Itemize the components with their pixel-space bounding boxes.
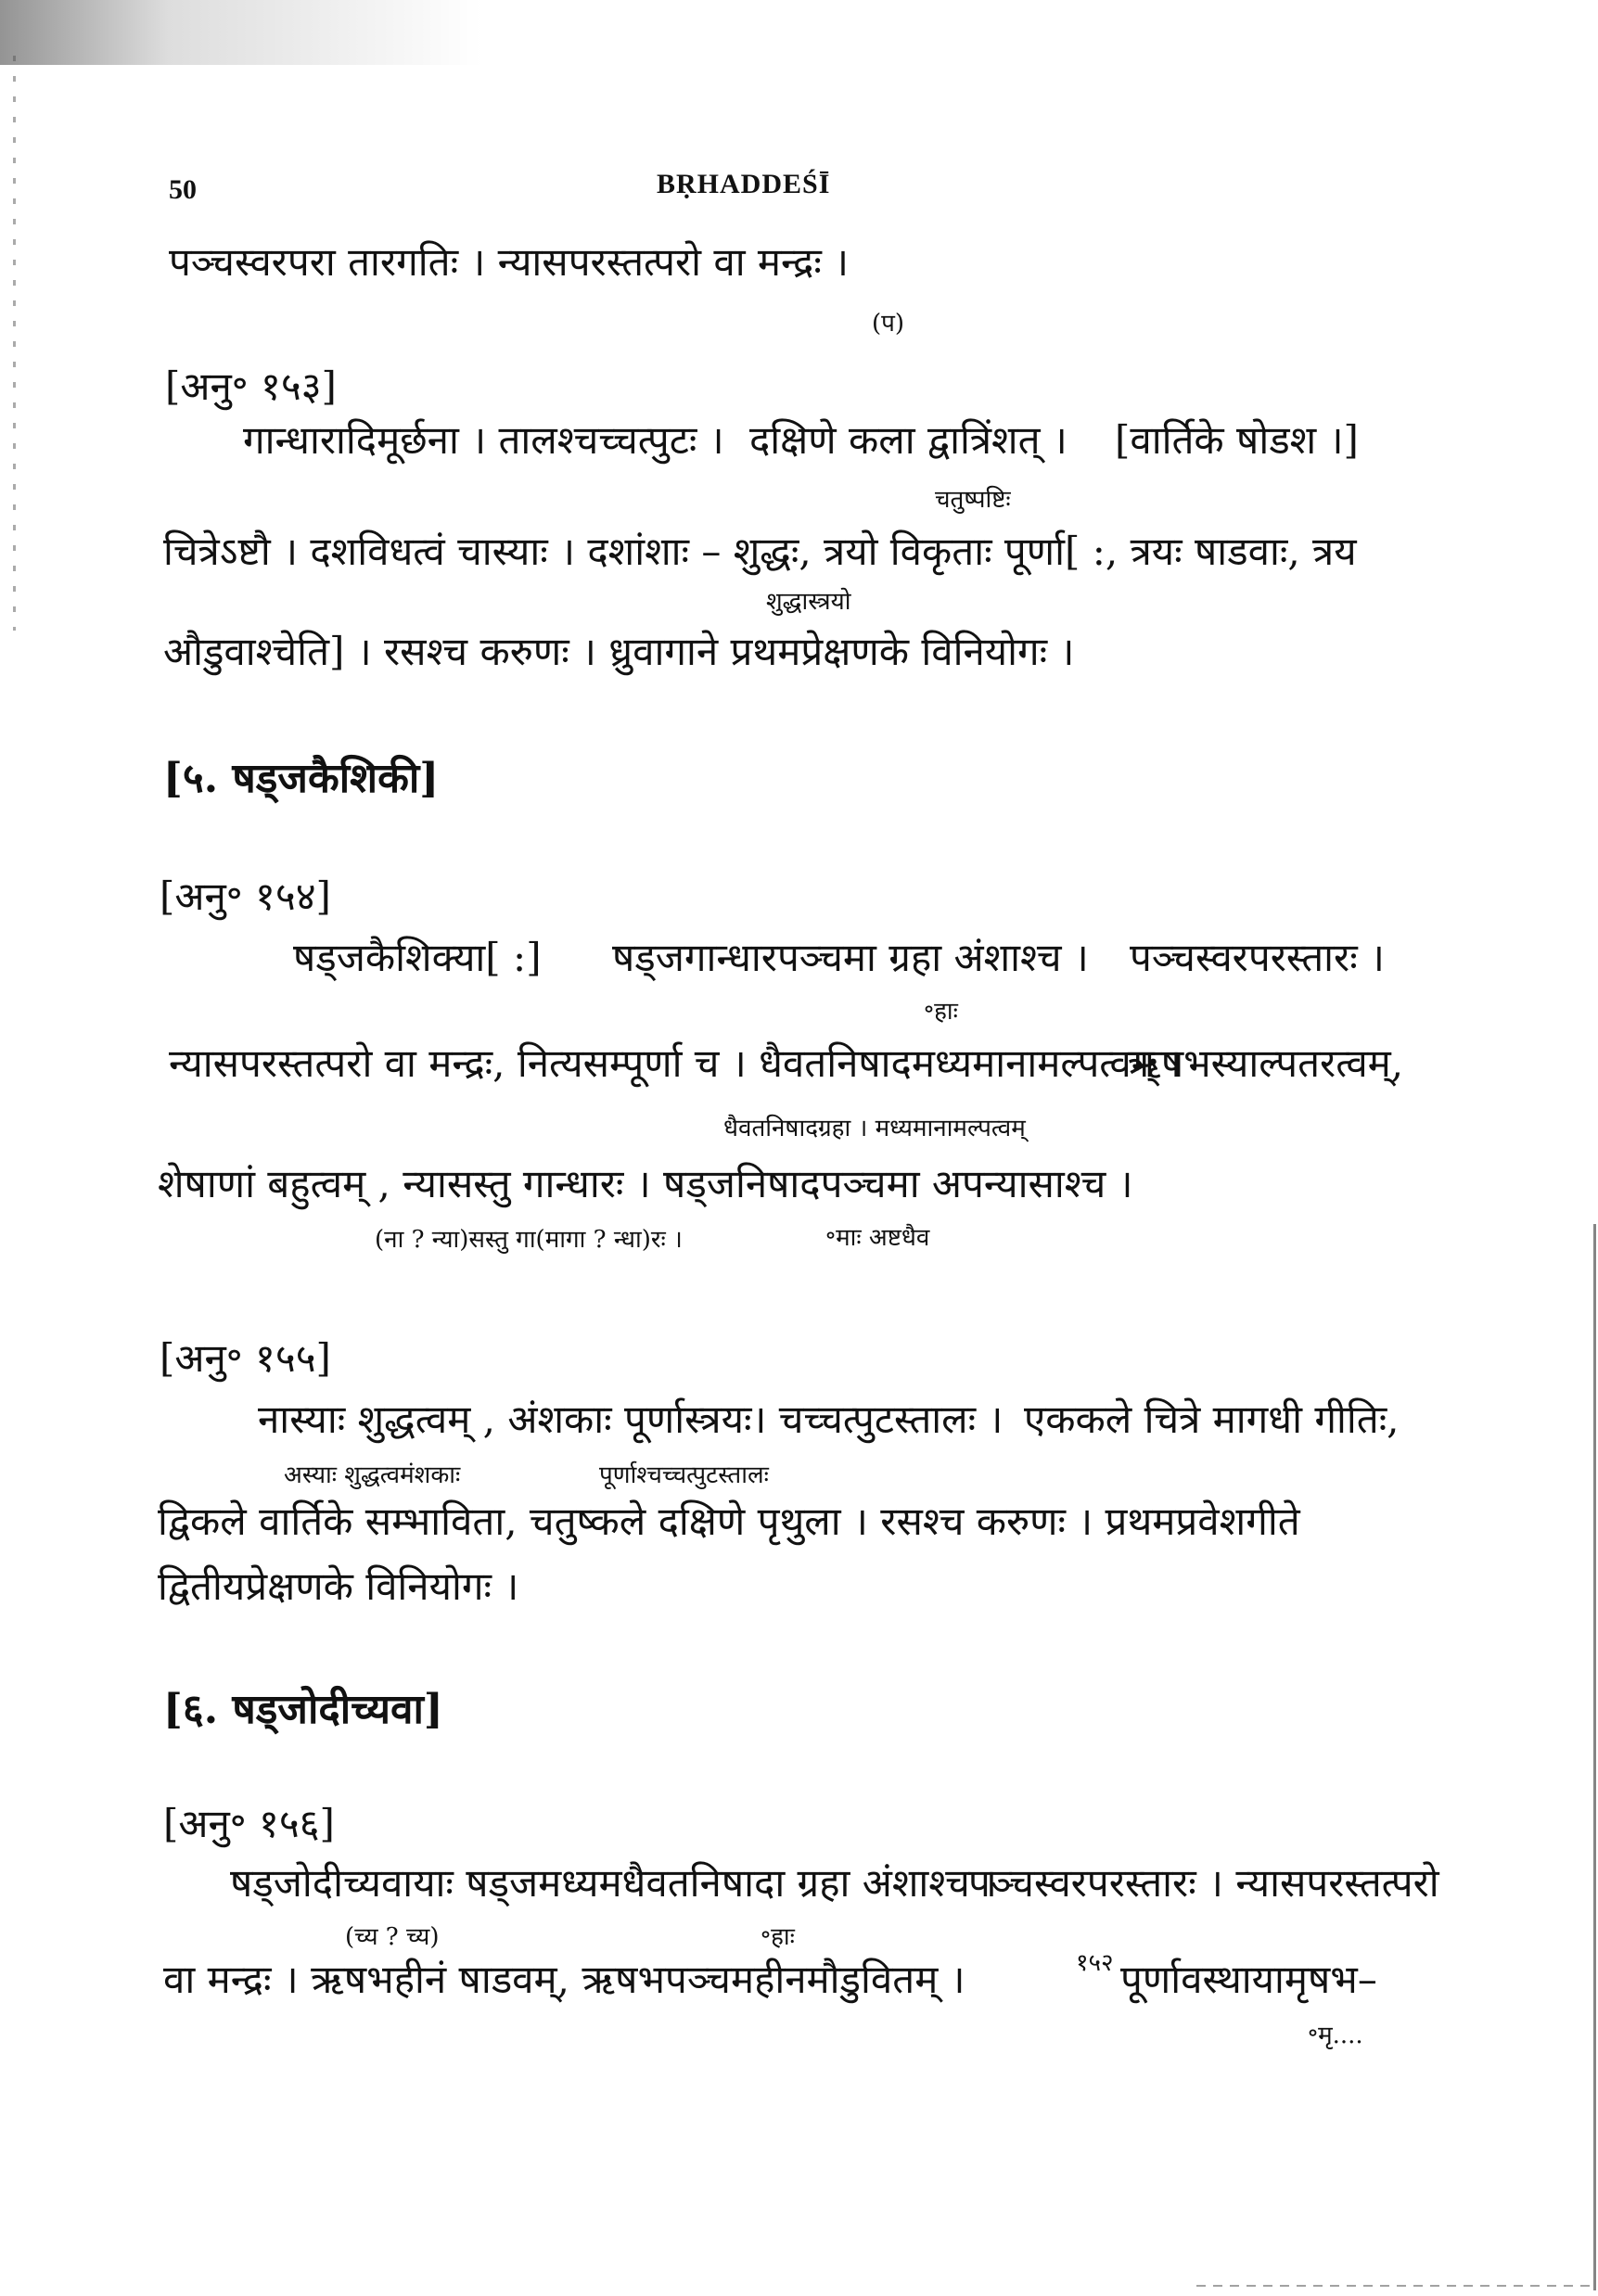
variant-note: ॰मृ.... <box>1308 2022 1363 2049</box>
text-line: गान्धारादिमूर्छना । तालश्चच्चत्पुटः । <box>243 417 724 463</box>
text-line: ऋषभस्याल्पतरत्वम्, <box>1128 1040 1404 1086</box>
scan-artifact-bottom <box>1196 2285 1595 2287</box>
text-line: षड्जगान्धारपञ्चमा ग्रहा अंशाश्च । <box>612 935 1089 980</box>
variant-note: अस्याः शुद्धत्वमंशकाः <box>284 1461 461 1489</box>
text-line: पञ्चस्वरपरस्तारः । <box>1130 935 1385 980</box>
text-line: एककले चित्रे मागधी गीतिः, <box>1024 1397 1400 1442</box>
text-line: औडुवाश्चेति] । रसश्च करुणः । ध्रुवागाने प्रथमप्रेक्षणके विनियोगः । <box>163 629 1075 674</box>
variant-note: ॰हाः <box>924 998 958 1026</box>
text-line: पञ्चस्वरपरस्तारः । न्यासपरस्तत्परो <box>968 1860 1439 1906</box>
variant-note: शुद्धास्त्रयो <box>766 588 851 616</box>
text-line: षड्जोदीच्यवायाः षड्जमध्यमधैवतनिषादा ग्रहा अंशाश्च । <box>230 1860 998 1906</box>
text-line: [वार्तिके षोडश ।] <box>1115 417 1359 463</box>
section-reference: [अनु॰ १५४] <box>160 874 331 919</box>
variant-note: धैवतनिषादग्रहा । मध्यमानामल्पत्वम् <box>723 1115 1026 1142</box>
text-line: पूर्णावस्थायामृषभ– <box>1120 1957 1377 2002</box>
text-line: द्वितीयप्रेक्षणके विनियोगः । <box>158 1563 519 1609</box>
page-number: 50 <box>169 174 197 205</box>
section-reference: [अनु॰ १५५] <box>160 1335 331 1381</box>
variant-note: पूर्णाश्चच्चत्पुटस्तालः <box>599 1461 769 1489</box>
scan-artifact-top <box>0 0 482 65</box>
text-line: नास्याः शुद्धत्वम् , अंशकाः पूर्णास्त्रयः। चच्चत्पुटस्तालः । <box>258 1397 1004 1442</box>
text-line: चित्रेऽष्टौ । दशविधत्वं चास्याः । दशांशाः – शुद्धः, त्रयो विकृताः पूर्णा[ :, त्रयः षाडवाः, त्रय <box>163 529 1357 574</box>
section-heading: [५. षड्जकैशिकी] <box>163 755 440 802</box>
footnote-reference: १५२ <box>1076 1949 1114 1977</box>
section-reference: [अनु॰ १५६] <box>163 1801 335 1846</box>
variant-note: (ना ? न्या)सस्तु गा(मागा ? न्धा)रः । <box>375 1226 683 1254</box>
section-heading: [६. षड्जोदीच्यवा] <box>163 1686 443 1733</box>
running-title: BṚHADDEŚĪ <box>657 169 831 199</box>
variant-note: ॰माः अष्टधैव <box>825 1224 930 1252</box>
variant-note: ॰हाः <box>761 1923 795 1951</box>
footnote-marker: (प) <box>872 310 905 338</box>
text-line: दक्षिणे कला द्वात्रिंशत् । <box>749 417 1067 463</box>
text-line: षड्जकैशिक्या[ :] <box>293 935 542 980</box>
scan-artifact-right <box>1593 1224 1596 2290</box>
scan-artifact-left <box>13 56 16 631</box>
text-line: पञ्चस्वरपरा तारगतिः । न्यासपरस्तत्परो वा मन्द्रः । <box>169 239 850 285</box>
text-line: न्यासपरस्तत्परो वा मन्द्रः, नित्यसम्पूर्णा च । धैवतनिषादमध्यमानामल्पत्वम् । <box>169 1040 1183 1086</box>
variant-note: चतुष्पष्टिः <box>935 486 1011 514</box>
variant-note: (च्य ? च्य) <box>345 1923 440 1951</box>
text-line: वा मन्द्रः । ऋषभहीनं षाडवम्, ऋषभपञ्चमहीनमौडुवितम् । <box>163 1957 965 2002</box>
text-line: द्विकले वार्तिके सम्भाविता, चतुष्कले दक्षिणे पृथुला । रसश्च करुणः । प्रथमप्रवेशगीते <box>158 1499 1300 1544</box>
section-reference: [अनु॰ १५३] <box>165 364 337 409</box>
text-line: शेषाणां बहुत्वम् , न्यासस्तु गान्धारः । षड्जनिषादपञ्चमा अपन्यासाश्च । <box>158 1161 1133 1206</box>
